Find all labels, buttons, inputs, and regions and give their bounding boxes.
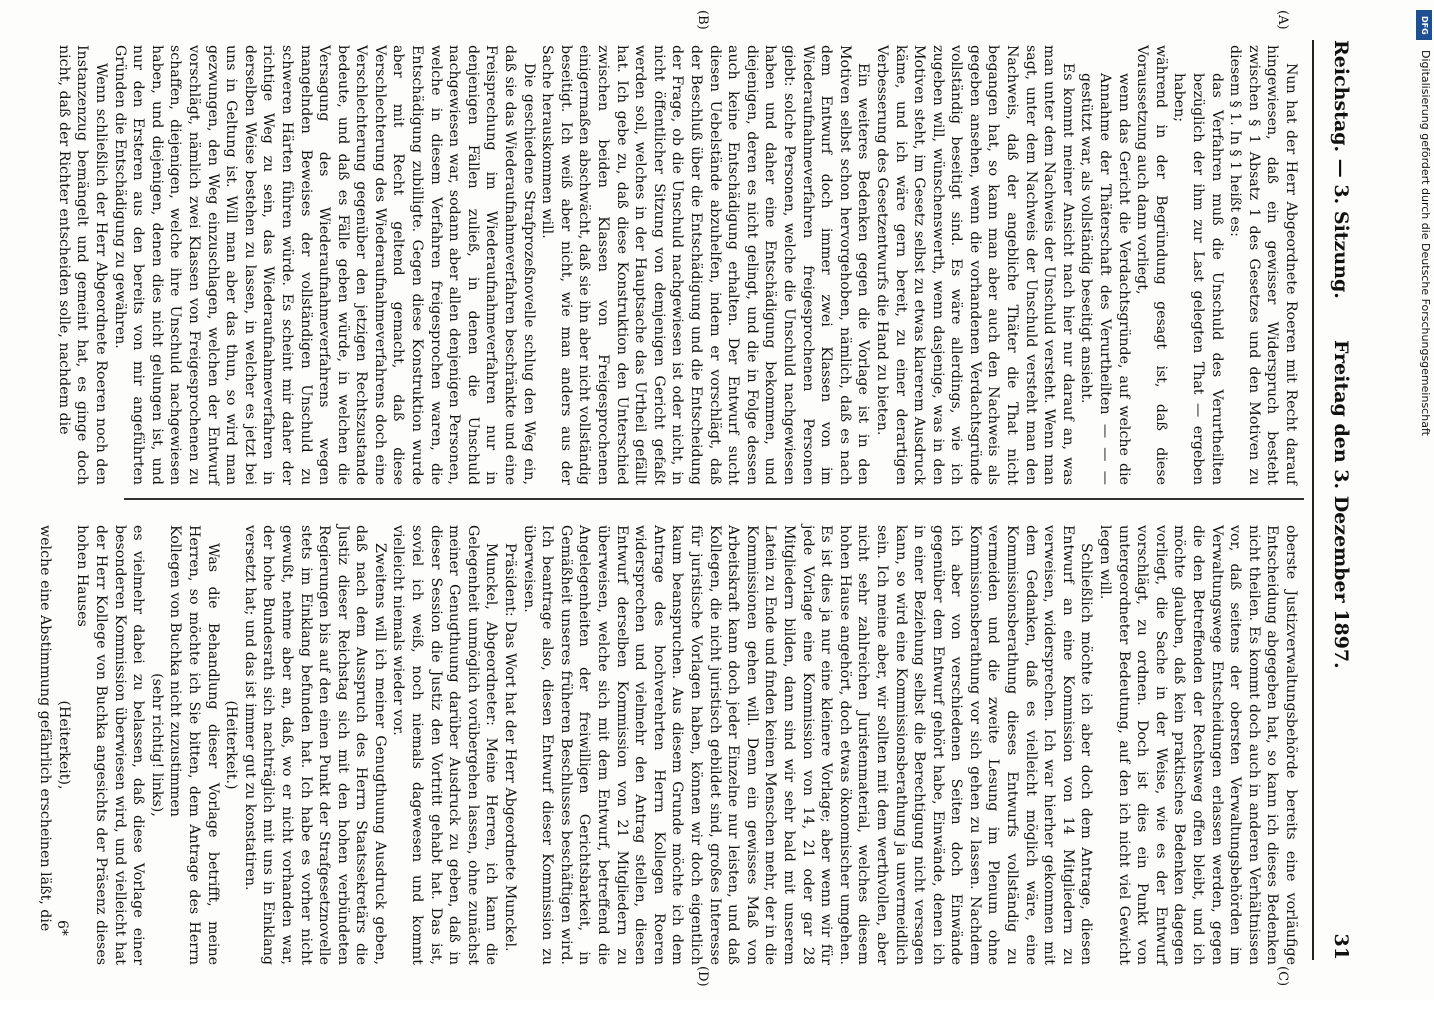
paragraph: Ein weiteres Bedenken gegen die Vorlage ist in den Motiven selbst schon hervorgehoben, nämlich, daß es nach dem Entwurf doch immer zwei Klassen von im Wiederaufnahmeverfahren freigesprochenen Personen giebt: solche Personen, welche die Unschuld nachgewiesen haben und daher eine Entschädigung bekommen, und diejenigen, deren es nicht gelingt, und die in Folge dessen auch keine Entschädigung erhalten. Der Entwurf sucht diesen Uebelstände abzuhelfen, indem er vorschlägt, daß der Beschluß über die Entschädigung und die Entscheidung der Frage, ob die Unschuld nachgewiesen ist oder nicht, in nicht öffentlicher Sitzung von demjenigen Gericht gefaßt werden soll, welches in der Hauptsache das Urtheil gefällt hat. Ich gebe zu, daß diese Konstruktion den Unterschied zwischen beiden Klassen von Freigesprochenen einigermaßen abschwächt, daß sie ihn aber nicht vollständig beseitigt. Ich weiß aber nicht, wie man anders aus der Sache herauskommen will.	[539, 45, 872, 485]
paragraph: (Heiterkeit),	[55, 700, 72, 790]
right-column	[36, 525, 1300, 965]
column-divider	[124, 498, 1304, 500]
margin-marker-a: (A)	[1275, 10, 1290, 30]
paragraph: das Verfahren muß die Unschuld des Verurtheilten bezüglich der ihm zur Last gelegten That — ergeben haben;	[1171, 73, 1225, 485]
paragraph: Munckel, Abgeordneter: Meine Herren, ich kann die Gelegenheit unmöglich vorübergehen lassen, ohne zunächst meiner Genugthuung darüber Ausdruck zu geben, daß in dieser Session die Justiz den Vortritt gehabt hat. Das ist, soviel ich weiß, noch niemals dagewesen und kommt vielleicht niemals wieder vor.	[390, 525, 500, 965]
header-rule	[1312, 40, 1314, 960]
header-left: Reichstag. — 3. Sitzung.	[1330, 40, 1352, 299]
page-number: 31	[1330, 933, 1352, 960]
left-column	[54, 45, 1300, 485]
paragraph: Was die Behandlung dieser Vorlage betrifft, meine Herren, so möchte ich Sie bitten, dem Antrage des Herrn Kollegen von Buchka nicht zuzustimmen	[167, 525, 221, 965]
paragraph: Nun hat der Herr Abgeordnete Roeren mit Recht darauf hingewiesen, daß ein gewisser Widerspruch besteht zwischen § 1 Absatz 1 des Gesetzes und den Motiven zu diesem § 1. In § 1 heißt es:	[1227, 45, 1299, 485]
margin-marker-c: (C)	[1275, 966, 1290, 987]
watermark-text: Digitalisierung gefördert durch die Deutsche Forschungsgemeinschaft	[1419, 50, 1432, 436]
paragraph: Die geschiedene Strafprozeßnovelle schlug den Weg ein, daß sie das Wiederaufnahmeverfahren beschränkte und eine Freisprechung im Wiederaufnahmeverfahren nur in denjenigen Fällen zuließ, in denen die Unschuld nachgewiesen war, sodann aber allen denjenigen Personen, welche in diesem Verfahren freigesprochen waren, die Entschädigung zubilligte. Gegen diese Konstruktion wurde aber mit Recht geltend gemacht, daß diese Verschlechterung des Wiederaufnahmeverfahrens doch eine Verschlechterung gegenüber den jetzigen Rechtszustande bedeute, und daß es Fälle geben würde, in welchen die Versagung des Wiederaufnahmeverfahrens wegen mangelnden Beweises der vollständigen Unschuld zu schweren Härten führen würde. Es scheint mir daher der richtige Weg zu sein, das Wiederaufnahmeverfahren in derselben Weise bestehen zu lassen, in welcher es jetzt bei uns in Geltung ist. Will man aber das thun, so wird man gezwungen, den Weg einzuschlagen, welchen der Entwurf vorschlägt, nämlich zwei Klassen von Freigesprochenen zu schaffen, diejenigen, welche ihre Unschuld nachgewiesen haben, und diejenigen, denen dies nicht gelungen ist, und nur den Ersteren aus den bereits von mir angeführten Gründen die Entschädigung zu gewähren.	[111, 45, 537, 485]
paragraph: Präsident: Das Wort hat der Herr Abgeordnete Munckel.	[502, 543, 519, 952]
paragraph: Wenn schließlich der Herr Abgeordnete Roeren noch den Instanzenzug bemängelt und gemeint hat, es ginge doch nicht, daß der Richter entscheiden solle, nachdem die	[55, 45, 109, 485]
paragraph: oberste Justizverwaltungsbehörde bereits eine vorläufige Entscheidung abgegeben hat, so kann ich dieses Bedenken nicht theilen. Es kommt doch auch in anderen Verhältnissen vor, daß seitens der obersten Verwaltungsbehörden im Verwaltungswege Entscheidungen erlassen werden, gegen die den Betreffenden der Rechtsweg offen bleibt, und ich möchte glauben, daß kein praktisches Bedenken dagegen vorliegt, die Sache in der Weise, wie es der Entwurf vorschlägt, zu ordnen. Doch ist dies ein Punkt von untergeordneter Bedeutung, auf den ich nicht viel Gewicht legen will.	[1097, 525, 1299, 965]
paragraph: es vielmehr dabei zu belassen, daß diese Vorlage einer besonderen Kommission überwiesen wird, und vielleicht hat der Herr Kollege von Buchka angesichts der Präsenz dieses hohen Hauses	[74, 525, 147, 965]
header-date: Freitag den 3. Dezember 1897.	[1330, 340, 1352, 669]
signature-mark: 6*	[54, 920, 70, 936]
running-header	[1322, 40, 1352, 960]
watermark-strip	[1412, 10, 1432, 995]
paragraph: Zweitens will ich meiner Genugthuung Ausdruck geben, daß nach dem Ausspruch des Herrn Staatssekretärs die Justiz dieser Reichstag sich mit den hohen verbündeten Regierungen bis auf den einen Punkt der Strafgesetznovelle stets im Einklang befunden hat. Ich habe es vorher nicht gewußt, nehme aber an, daß, wo er nicht vorhanden war, der hohe Bundesrath sich nachträglich mit uns in Einklang versetzt hat; und das ist immer gut zu konstatiren.	[241, 525, 388, 965]
margin-marker-d: (D)	[695, 966, 710, 987]
paragraph: welche eine Abstimmung gefährlich erscheinen läßt, die	[37, 525, 54, 932]
paragraph: Es kommt meiner Ansicht nach hier nur darauf an, was man unter dem Nachweis der Unschuld versteht. Wenn man sagt, unter dem Nachweis der Unschuld versteht man den Nachweis, daß der angebliche Thäter die That nicht begangen hat, so kann man aber auch den Nachweis als gegeben ansehen, wenn die vorhandenen Verdachtsgründe vollständig beseitigt sind. Es wäre allerdings, wie ich zugeben will, wünschenswerth, wenn dasjenige, was in den Motiven steht, im Gesetz selbst zu etwas klarerem Ausdruck käme, und ich wäre gern bereit, zu einer derartigen Verbesserung des Gesetzentwurfs die Hand zu bieten.	[873, 45, 1076, 485]
margin-marker-b: (B)	[695, 10, 710, 30]
paragraph: während in der Begründung gesagt ist, daß diese Voraussetzung auch dann vorliegt,	[1134, 45, 1169, 485]
dfg-logo: DFG	[1416, 10, 1432, 40]
paragraph: (Heiterkeit.)	[223, 700, 240, 790]
paragraph: (sehr richtig! links),	[148, 673, 165, 817]
paragraph: wenn das Gericht die Verdachtsgründe, auf welche die Annahme der Thäterschaft des Verurtheilten — — — gestützt war, als vollständig beseitigt ansieht.	[1078, 73, 1132, 485]
paragraph: Schließlich möchte ich aber doch dem Antrage, diesen Entwurf an eine Kommission von 14 Mitgliedern zu verweisen, widersprechen. Ich war hierher gekommen mit dem Gedanken, daß es vielleicht möglich wäre, eine Kommissionsberathung dieses Entwurfs vollständig zu vermeiden und die zweite Lesung im Plenum ohne Kommissionsberathung vor sich gehen zu lassen. Nachdem ich aber von verschiedenen Seiten doch Einwände gegenüber dem Entwurf gehört habe, Einwände, denen ich in einer Beziehung selbst die Berechtigung nicht versagen kann, so wird eine Kommissionsberathung ja unvermeidlich sein. Ich meine aber, wir sollten mit dem werthvollen, aber nicht sehr zahlreichen Juristenmaterial, welches diesem hohen Hause angehört, doch etwas ökonomischer umgehen. Es ist dies ja nur eine kleinere Vorlage; aber wenn wir für jede Vorlage eine Kommission von 14, 21 oder gar 28 Mitgliedern bilden, dann sind wir sehr bald mit unserem Latein zu Ende und finden keinen Menschen mehr, der in die Kommissionen gehen will. Denn ein gewisses Maß von Arbeitskraft kann doch jeder Einzelne nur leisten, und daß Kollegen, die nicht juristisch gebildet sind, großes Interesse für juristische Vorlagen haben, können wir doch eigentlich kaum beanspruchen. Aus diesem Grunde möchte ich dem Antrage des hochverehrten Herrn Kollegen Roeren widersprechen und vielmehr den Antrag stellen, diesen Entwurf derselben Kommission von 21 Mitgliedern zu überweisen, welche sich mit dem Entwurf, betreffend die Angelegenheiten der freiwilligen Gerichtsbarkeit, in Gemäßheit unseres früheren Beschlusses beschäftigen wird. Ich beantrage also, diesen Entwurf dieser Kommission zu überweisen.	[520, 525, 1095, 965]
